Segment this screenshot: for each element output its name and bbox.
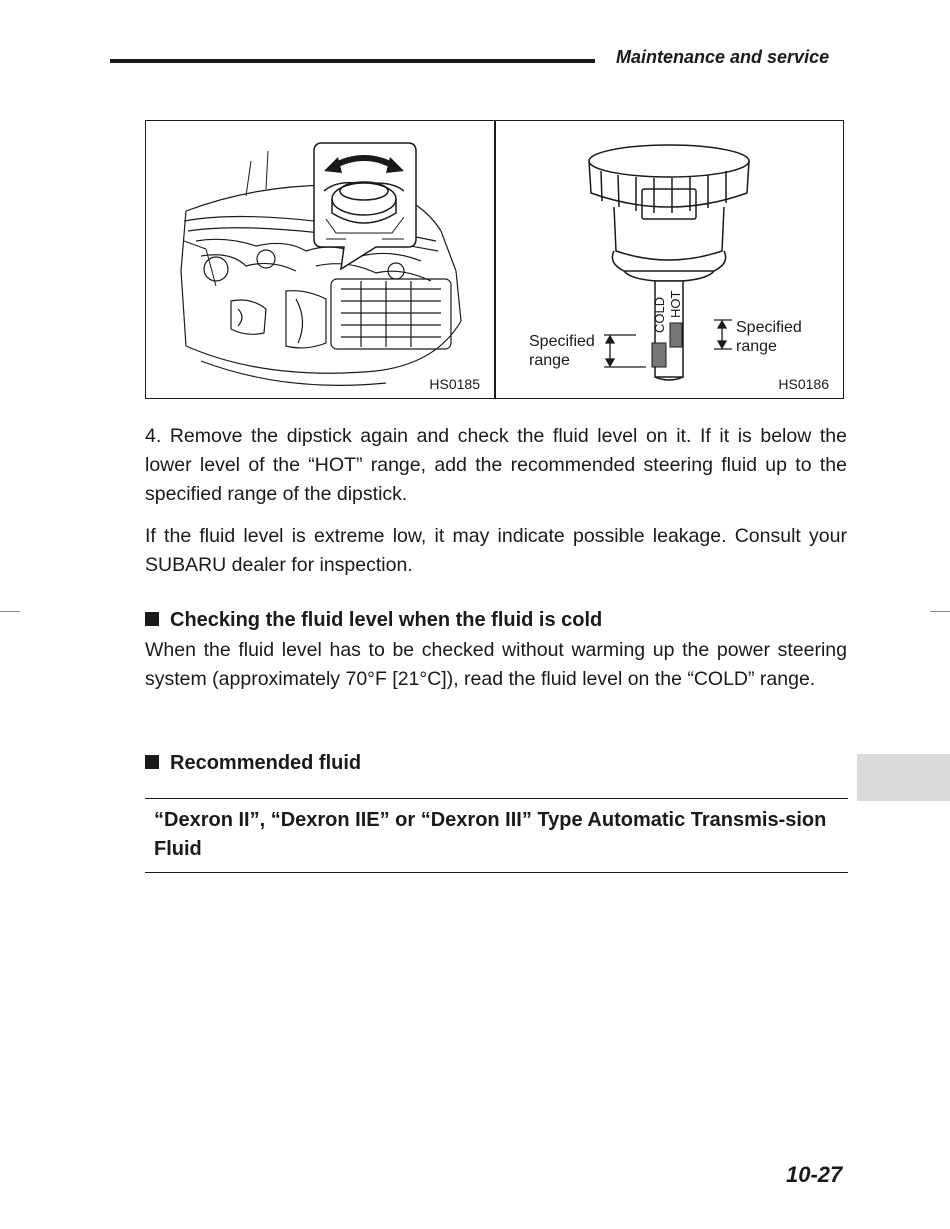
header-title: Maintenance and service [616, 47, 830, 67]
leakage-paragraph: If the fluid level is extreme low, it may indicate possible leakage. Consult your SUBARU dealer for inspection. [145, 525, 847, 576]
heading-bullet [145, 755, 159, 769]
heading-bullet [145, 612, 159, 626]
recommended-fluid-table [145, 798, 848, 873]
crop-mark-right [930, 611, 950, 612]
figure-left [146, 121, 494, 398]
crop-mark-left [0, 611, 20, 612]
figure-right [496, 121, 843, 398]
page-number: 10-27 [786, 1162, 843, 1187]
header-rule [110, 59, 595, 63]
specified-range-label-right: Specified range [736, 319, 802, 355]
car-engine-bay-illustration [146, 121, 494, 398]
cold-check-heading [145, 609, 602, 632]
recommended-fluid-heading-text: Recommended fluid [170, 752, 362, 774]
recommended-fluid-heading [145, 752, 361, 775]
dipstick-icon [652, 281, 683, 380]
figure-box [145, 120, 844, 399]
specified-range-label-left: Specified range [529, 333, 595, 369]
figure-code-left: HS0185 [429, 376, 480, 392]
dipstick-cold-label: COLD [652, 296, 667, 333]
reservoir-cap-icon [589, 145, 749, 281]
recommended-fluid-cell: “Dexron II”, “Dexron IIE” or “Dexron III” Type Automatic Transmis-sion Fluid [154, 809, 827, 860]
side-tab [857, 754, 950, 801]
cold-check-heading-text: Checking the fluid level when the fluid is cold [170, 609, 603, 631]
dipstick-hot-label: HOT [668, 290, 683, 318]
reservoir-cap-closeup-icon [314, 143, 416, 269]
cold-check-paragraph: When the fluid level has to be checked without warming up the power steering system (approximately 70°F [21°C]), read the fluid level on the “COLD” range. [145, 639, 847, 690]
step4-paragraph: 4. Remove the dipstick again and check the fluid level on it. If it is below the lower level of the “HOT” range, add the recommended steering fluid up to the specified range of the dipstick. [145, 425, 847, 505]
figure-code-right: HS0186 [778, 376, 829, 392]
